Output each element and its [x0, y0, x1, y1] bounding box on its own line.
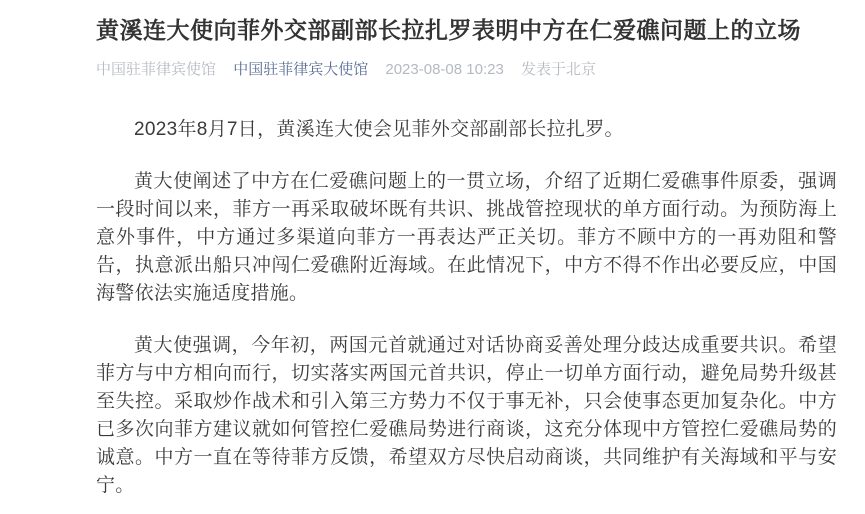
article-title: 黄溪连大使向菲外交部副部长拉扎罗表明中方在仁爱礁问题上的立场 [96, 17, 801, 43]
article-body [96, 116, 837, 500]
publish-location: 发表于北京 [520, 61, 596, 78]
paragraph-1: 2023年8月7日，黄溪连大使会见菲外交部副部长拉扎罗。 [134, 119, 624, 140]
official-account-link[interactable]: 中国驻菲律宾大使馆 [233, 61, 369, 78]
author-name: 中国驻菲律宾使馆 [96, 61, 217, 78]
article-meta [96, 60, 837, 80]
article-container [96, 14, 837, 514]
publish-datetime: 2023-08-08 10:23 [385, 61, 504, 78]
paragraph-3: 黄大使强调，今年初，两国元首就通过对话协商妥善处理分歧达成重要共识。希望菲方与中方相向而行，切实落实两国元首共识，停止一切单方面行动，避免局势升级甚至失控。采取炒作战术和引入第三方势力不仅于事无补，只会使事态更加复杂化。中方已多次向菲方建议就如何管控仁爱礁局势进行商谈，这充分体现中方管控仁爱礁局势的诚意。中方一直在等待菲方反馈，希望双方尽快启动商谈，共同维护有关海域和平与安宁。 [96, 335, 837, 496]
paragraph-2: 黄大使阐述了中方在仁爱礁问题上的一贯立场，介绍了近期仁爱礁事件原委，强调一段时间以来，菲方一再采取破坏既有共识、挑战管控现状的单方面行动。为预防海上意外事件，中方通过多渠道向菲方一再表达严正关切。菲方不顾中方的一再劝阻和警告，执意派出船只冲闯仁爱礁附近海域。在此情况下，中方不得不作出必要反应，中国海警依法实施适度措施。 [96, 171, 837, 304]
